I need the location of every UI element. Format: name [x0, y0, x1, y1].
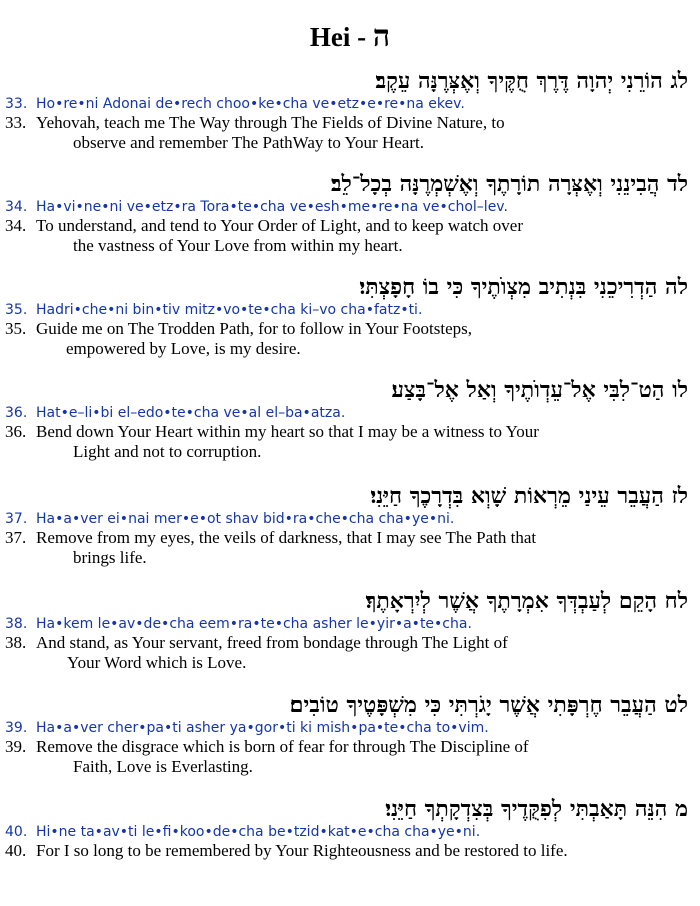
- english-line: Yehovah, teach me The Way through The Fields of Divine Nature, to: [36, 113, 505, 132]
- verse-40: [0, 794, 700, 861]
- english-translation: [5, 633, 700, 673]
- verse-number: 38.: [5, 616, 28, 632]
- hebrew-text: לה הַדְרִיכֵנִי בִּנְתִיב מִצְוֺתֶיךָ כִּי בוֹ חָפָצְתִּי׃: [359, 274, 688, 300]
- english-line: To understand, and tend to Your Order of Light, and to keep watch over: [36, 216, 523, 235]
- hebrew-text: לח הָקֵם לְעַבְדְּךָ אִמְרָתֶךָ אֲשֶׁר לְיִרְאָתֶךָ׃: [365, 588, 688, 614]
- english-line: Remove the disgrace which is born of fear for through The Discipline of: [36, 737, 529, 756]
- transliteration-text: Hadri•che•ni bin•tiv mitz•vo•te•cha ki–vo cha•fatz•ti.: [36, 302, 423, 318]
- english-line: empowered by Love, is my desire.: [66, 339, 301, 358]
- hebrew-text: מ הִנֵּה תָּאַבְתִּי לְפִקֻּדֶיךָ בְּצִדְקָתְךָ חַיֵּנִי׃: [385, 796, 688, 822]
- verse-39: [0, 690, 700, 777]
- verse-number: 37.: [5, 528, 27, 547]
- transliteration-text: Ha•kem le•av•de•cha eem•ra•te•cha asher le•yir•a•te•cha.: [36, 616, 472, 632]
- verse-35: [0, 272, 700, 359]
- hebrew-text: לו הַט־לִבִּי אֶל־עֵדְוֺתֶיךָ וְאַל אֶל־בָּצַע׃: [391, 377, 688, 403]
- verse-number: 36.: [5, 405, 28, 421]
- english-line: Light and not to corruption.: [73, 442, 262, 461]
- verse-number: 40.: [5, 841, 27, 860]
- english-translation: [5, 528, 700, 568]
- title-text: Hei -: [309, 22, 367, 52]
- verse-number: 35.: [5, 302, 28, 318]
- english-line: Guide me on The Trodden Path, for to follow in Your Footsteps,: [36, 319, 473, 338]
- verse-number: 40.: [5, 824, 28, 840]
- transliteration: [5, 199, 700, 216]
- transliteration-text: Ha•a•ver ei•nai mer•e•ot shav bid•ra•che•cha cha•ye•ni.: [36, 511, 455, 527]
- english-translation: [5, 841, 700, 861]
- transliteration: [5, 616, 700, 633]
- title-hebrew-letter: ה: [372, 19, 391, 54]
- english-line: brings life.: [73, 548, 147, 567]
- hebrew-text: לד הֲבִינֵנִי וְאֶצְּרָה תוֹרָתֶךָ וְאֶשְׁמְרֶנָּה בְכָל־לֵב׃: [330, 171, 688, 197]
- english-translation: [5, 113, 700, 153]
- transliteration: [5, 405, 700, 422]
- english-line: observe and remember The PathWay to Your Heart.: [73, 133, 424, 152]
- verse-37: [0, 481, 700, 568]
- transliteration: [5, 720, 700, 737]
- verse-number: 35.: [5, 319, 27, 338]
- verse-number: 39.: [5, 720, 28, 736]
- transliteration-text: Hi•ne ta•av•ti le•fi•koo•de•cha be•tzid•kat•e•cha cha•ye•ni.: [36, 824, 481, 840]
- transliteration-text: Ha•vi•ne•ni ve•etz•ra Tora•te•cha ve•esh•me•re•na ve•chol–lev.: [36, 199, 508, 215]
- transliteration: [5, 824, 700, 841]
- english-line: the vastness of Your Love from within my heart.: [73, 236, 403, 255]
- verse-number: 33.: [5, 113, 27, 132]
- english-line: Bend down Your Heart within my heart so that I may be a witness to Your: [36, 422, 539, 441]
- transliteration-text: Hat•e–li•bi el–edo•te•cha ve•al el–ba•atza.: [36, 405, 346, 421]
- verse-number: 34.: [5, 199, 28, 215]
- transliteration-text: Ho•re•ni Adonai de•rech choo•ke•cha ve•etz•e•re•na ekev.: [36, 96, 465, 112]
- verse-number: 36.: [5, 422, 27, 441]
- page-title: [0, 20, 700, 54]
- hebrew-text: לז הַעֲבֵר עֵינַי מֵרְאוֹת שָׁוְא בִּדְרָכֶךָ חַיֵּנִי׃: [370, 483, 688, 509]
- english-translation: [5, 319, 700, 359]
- verse-number: 33.: [5, 96, 28, 112]
- verse-number: 34.: [5, 216, 27, 235]
- english-line: For I so long to be remembered by Your Righteousness and be restored to life.: [36, 841, 568, 860]
- verse-33: [0, 66, 700, 153]
- hebrew-text: לג הוֹרֵנִי יְהוָה דֶּרֶךְ חֻקֶּיךָ וְאֶצְּרֶנָּה עֵקֶב׃: [375, 68, 688, 94]
- english-translation: [5, 422, 700, 462]
- verse-number: 38.: [5, 633, 27, 652]
- hebrew-text: לט הַעֲבֵר חֶרְפָּתִי אֲשֶׁר יָגֹרְתִּי כִּי מִשְׁפָּטֶיךָ טוֹבִים׃: [289, 692, 688, 718]
- verse-38: [0, 586, 700, 673]
- english-translation: [5, 216, 700, 256]
- verse-34: [0, 169, 700, 256]
- verse-number: 39.: [5, 737, 27, 756]
- verse-36: [0, 375, 700, 462]
- english-translation: [5, 737, 700, 777]
- transliteration: [5, 302, 700, 319]
- transliteration: [5, 96, 700, 113]
- transliteration: [5, 511, 700, 528]
- english-line: Faith, Love is Everlasting.: [73, 757, 253, 776]
- english-line: And stand, as Your servant, freed from bondage through The Light of: [36, 633, 508, 652]
- transliteration-text: Ha•a•ver cher•pa•ti asher ya•gor•ti ki mish•pa•te•cha to•vim.: [36, 720, 489, 736]
- verse-number: 37.: [5, 511, 28, 527]
- english-line: Your Word which is Love.: [67, 653, 247, 672]
- english-line: Remove from my eyes, the veils of darkness, that I may see The Path that: [36, 528, 537, 547]
